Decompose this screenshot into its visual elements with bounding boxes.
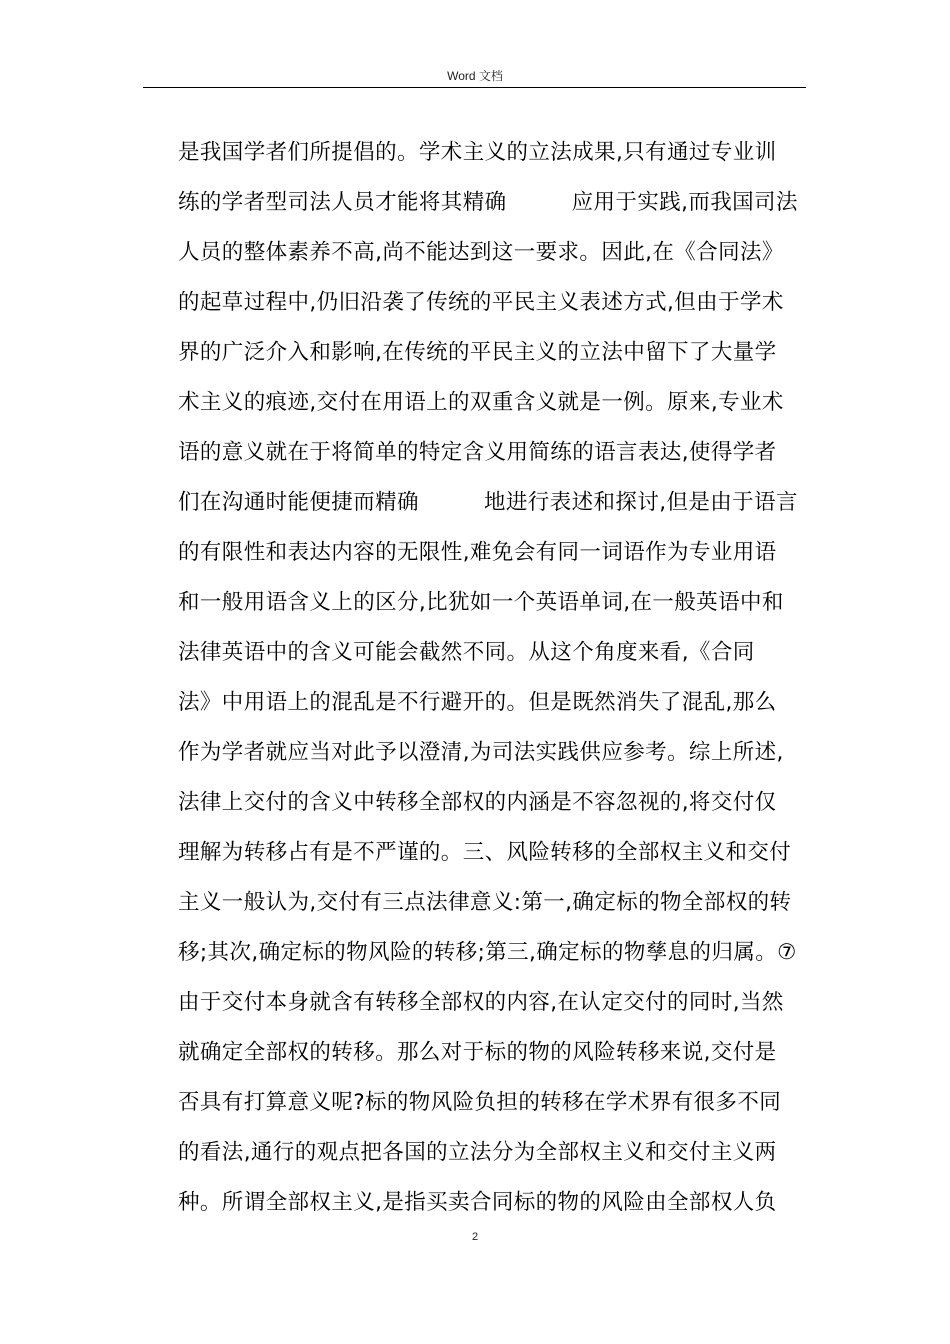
text-line: 法律上交付的含义中转移全部权的内涵是不容忽视的,将交付仅 [178, 790, 777, 815]
document-body [178, 128, 818, 1228]
page-header-title: Word 文档 [447, 69, 503, 83]
text-line: 理解为转移占有是不严谨的。三、风险转移的全部权主义和交付 [178, 840, 792, 865]
text-line: 由于交付本身就含有转移全部权的内容,在认定交付的同时,当然 [178, 990, 784, 1015]
text-line: 们在沟通时能便捷而精确 地进行表述和探讨,但是由于语言 [178, 490, 798, 515]
text-line: 法律英语中的含义可能会截然不同。从这个角度来看,《合同 [178, 640, 755, 665]
text-line: 术主义的痕迹,交付在用语上的双重含义就是一例。原来,专业术 [178, 390, 784, 415]
text-line: 的起草过程中,仍旧沿袭了传统的平民主义表述方式,但由于学术 [178, 290, 784, 315]
text-line: 是我国学者们所提倡的。学术主义的立法成果,只有通过专业训 [178, 140, 777, 165]
text-line: 练的学者型司法人员才能将其精确 应用于实践,而我国司法 [178, 190, 798, 215]
text-line: 界的广泛介入和影响,在传统的平民主义的立法中留下了大量学 [178, 340, 777, 365]
text-line: 语的意义就在于将简单的特定含义用简练的语言表达,使得学者 [178, 440, 777, 465]
text-line: 法》中用语上的混乱是不行避开的。但是既然消失了混乱,那么 [178, 690, 777, 715]
text-line: 人员的整体素养不高,尚不能达到这一要求。因此,在《合同法》 [178, 240, 784, 265]
text-line: 移;其次,确定标的物风险的转移;第三,确定标的物孳息的归属。⑦ [178, 940, 797, 965]
text-line: 种。所谓全部权主义,是指买卖合同标的物的风险由全部权人负 [178, 1190, 777, 1215]
header-divider [143, 87, 806, 88]
text-line: 和一般用语含义上的区分,比犹如一个英语单词,在一般英语中和 [178, 590, 784, 615]
text-line: 的看法,通行的观点把各国的立法分为全部权主义和交付主义两 [178, 1140, 777, 1165]
text-line: 作为学者就应当对此予以澄清,为司法实践供应参考。综上所述, [178, 740, 784, 765]
page-number: 2 [471, 1231, 479, 1243]
text-line: 的有限性和表达内容的无限性,难免会有同一词语作为专业用语 [178, 540, 777, 565]
text-line: 主义一般认为,交付有三点法律意义:第一,确定标的物全部权的转 [178, 890, 792, 915]
text-line: 否具有打算意义呢?标的物风险负担的转移在学术界有很多不同 [178, 1090, 782, 1115]
text-line: 就确定全部权的转移。那么对于标的物的风险转移来说,交付是 [178, 1040, 777, 1065]
